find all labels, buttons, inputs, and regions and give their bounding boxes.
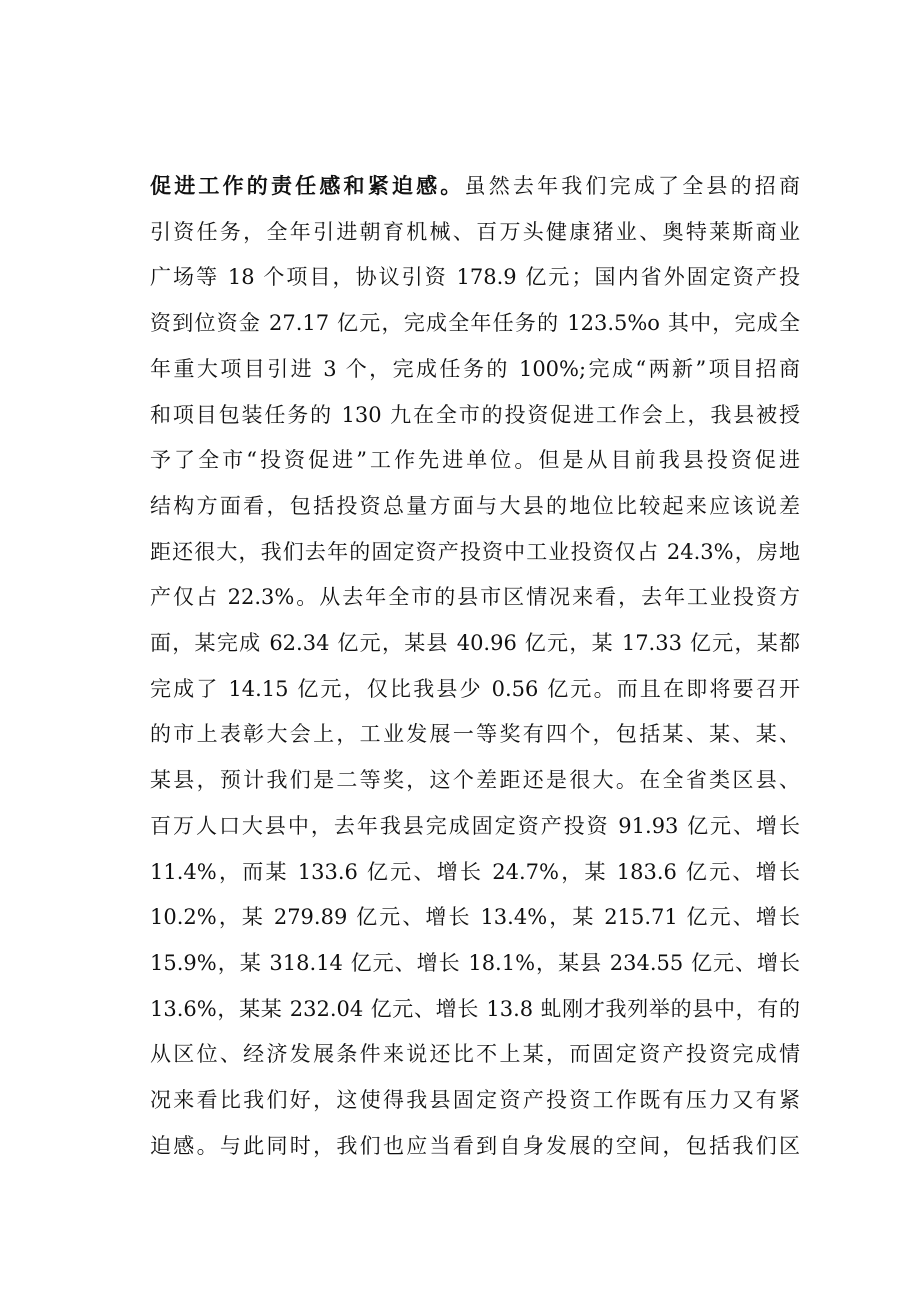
text-line-14: 某县，预计我们是二等奖，这个差距还是很大。在全省类区县、 xyxy=(150,768,800,793)
text-line-6: 和项目包装任务的 130 九在全市的投资促进工作会上，我县被授 xyxy=(150,402,800,427)
text-line-7: 予了全市“投资促进”工作先进单位。但是从目前我县投资促进 xyxy=(150,448,800,473)
text-line-18: 15.9%，某 318.14 亿元、增长 18.1%，某县 234.55 亿元、增长 xyxy=(150,950,800,975)
text-line-3: 广场等 18 个项目，协议引资 178.9 亿元；国内省外固定资产投 xyxy=(150,265,800,290)
lead-phrase: 促进工作的责任感和紧迫感。 xyxy=(150,173,465,198)
text-line-21: 况来看比我们好，这使得我县固定资产投资工作既有压力又有紧 xyxy=(150,1088,800,1113)
text-line-9: 距还很大，我们去年的固定资产投资中工业投资仅占 24.3%，房地 xyxy=(150,539,800,564)
text-line-13: 的市上表彰大会上，工业发展一等奖有四个，包括某、某、某、 xyxy=(150,722,800,747)
line-text: 虽然去年我们完成了全县的招商 xyxy=(464,174,800,198)
text-line-1 xyxy=(150,163,800,210)
text-line-2: 引资任务，全年引进朝育机械、百万头健康猪业、奥特莱斯商业 xyxy=(150,219,800,244)
text-line-19: 13.6%，某某 232.04 亿元、增长 13.8 虬刚才我列举的县中，有的 xyxy=(150,996,800,1021)
text-line-8: 结构方面看，包括投资总量方面与大县的地位比较起来应该说差 xyxy=(150,493,800,518)
text-line-5: 年重大项目引进 3 个，完成任务的 100%;完成“两新”项目招商 xyxy=(150,356,800,381)
text-line-15: 百万人口大县中，去年我县完成固定资产投资 91.93 亿元、增长 xyxy=(150,813,800,838)
text-line-12: 完成了 14.15 亿元，仅比我县少 0.56 亿元。而且在即将要召开 xyxy=(150,676,800,701)
text-line-20: 从区位、经济发展条件来说还比不上某，而固定资产投资完成情 xyxy=(150,1042,800,1067)
text-line-11: 面，某完成 62.34 亿元，某县 40.96 亿元，某 17.33 亿元，某都 xyxy=(150,631,800,656)
text-line-4: 资到位资金 27.17 亿元，完成全年任务的 123.5%o 其中，完成全 xyxy=(150,311,800,336)
text-line-17: 10.2%，某 279.89 亿元、增长 13.4%，某 215.71 亿元、增长 xyxy=(150,905,800,930)
text-line-10: 产仅占 22.3%。从去年全市的县市区情况来看，去年工业投资方 xyxy=(150,585,800,610)
text-line-22: 迫感。与此同时，我们也应当看到自身发展的空间，包括我们区 xyxy=(150,1133,800,1158)
body-paragraph xyxy=(150,163,800,1169)
text-line-16: 11.4%，而某 133.6 亿元、增长 24.7%，某 183.6 亿元、增长 xyxy=(150,859,800,884)
